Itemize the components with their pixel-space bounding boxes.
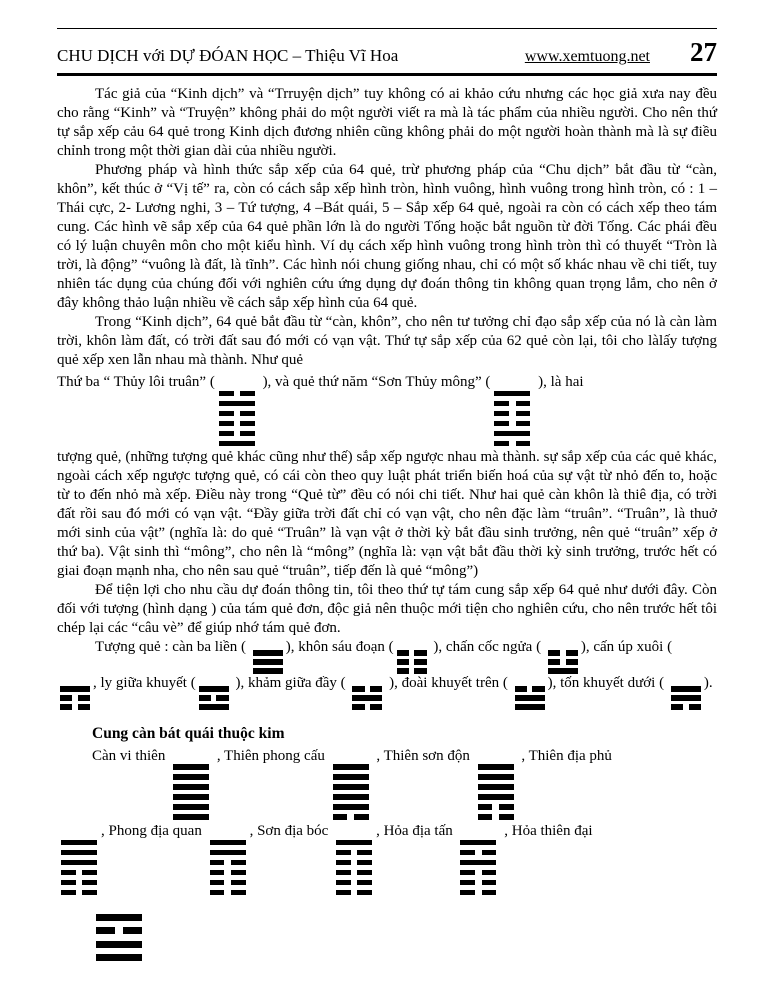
hexagram-line-broken bbox=[336, 860, 372, 866]
hexagram-line-broken bbox=[460, 890, 496, 896]
trigram-line-broken bbox=[60, 695, 90, 701]
text-run: , Thiên sơn độn bbox=[372, 747, 474, 764]
hexagram-line-solid bbox=[61, 850, 97, 856]
hexagram-line-solid bbox=[173, 794, 209, 800]
text-run: , ly giữa khuyết ( bbox=[93, 674, 196, 691]
hexagram-line-broken bbox=[333, 814, 369, 820]
hexagram-line-broken bbox=[210, 890, 246, 896]
hexagram-line-solid bbox=[96, 954, 142, 961]
text-run: Càn vi thiên bbox=[92, 747, 170, 764]
trigram-line-broken bbox=[515, 686, 545, 692]
trigram-line-solid bbox=[253, 668, 283, 674]
trigram-mnemonic-line-1 bbox=[57, 638, 717, 674]
paragraph-authors: Tác giả của “Kinh dịch” và “Trruyện dịch” tuy không có ai khảo cứu nhưng các học giả xưa nay đều cho rằng “Kinh” và “Truyện” không phải do một người viết ra mà là tác phẩm của nhiều người. Cho nên thứ tự sắp xếp cảu 64 quẻ trong Kinh dịch đương nhiên cũng không phải do một người hoàn thành mà là sự điều chỉnh trong một thời gian dài của nhiều người. bbox=[57, 86, 717, 159]
trigram-line-broken bbox=[352, 704, 382, 710]
trigram-line-broken bbox=[60, 704, 90, 710]
page-body bbox=[57, 85, 717, 962]
text-run: ). bbox=[703, 674, 713, 691]
hexagram-line-broken bbox=[336, 870, 372, 876]
hexagram-line-solid bbox=[173, 764, 209, 770]
trigram-mnemonic-line-2 bbox=[57, 674, 717, 710]
hexagram-line-solid bbox=[173, 774, 209, 780]
hexagram-line-solid bbox=[173, 784, 209, 790]
text-run: , Thiên phong cấu bbox=[213, 747, 329, 764]
text-run: ), tốn khuyết dưới ( bbox=[547, 674, 668, 691]
hexagram-line-solid bbox=[219, 401, 255, 407]
hexagram-line-broken bbox=[219, 431, 255, 437]
trigram-line-solid bbox=[60, 686, 90, 692]
trigram-line-solid bbox=[253, 659, 283, 665]
son-thuy-mong-hexagram bbox=[494, 391, 530, 447]
hexagram-line-broken bbox=[96, 927, 142, 934]
hexagram-example-line bbox=[57, 373, 717, 447]
hexagram-line-broken bbox=[494, 401, 530, 407]
hexagram-line-solid bbox=[219, 441, 255, 447]
hexagram-line-solid bbox=[210, 850, 246, 856]
paragraph-arrangement-methods: Phương pháp và hình thức sắp xếp của 64 quẻ, trừ phương pháp của “Chu dịch” bắt đầu từ “càn, khôn”, kết thúc ở “Vị tế” ra, còn có cách sắp xếp hình tròn, hình vuông, hình vuông trong hình tròn, có : 1 – Thái cực, 2- Lương nghi, 3 – Tứ tượng, 4 –Bát quái, 5 – Sắp xếp 64 quẻ, ngoài ra còn có cách xếp theo tám cung. Các hình vẽ sắp xếp của 64 quẻ phần lớn là do người Tống hoặc bắt nguồn từ đời Tống. Các phái đều có lý luận chuyên môn cho một kiểu hình. Ví dụ cách xếp hình vuông trong hình tròn thì có thuyết “Tròn là trời, là động” “vuông là đất, là tĩnh”. Các hình nói chung giống nhau, chỉ có một số khác nhau về chi tiết, tuy nhiên tác dụng của chúng đối với nghiên cứu ứng dụng dự đoán thông tin không quan trọng lắm, cho nên ở đây không thảo luận nhiều về cách sắp xếp hình của 64 quẻ. bbox=[57, 162, 717, 311]
trigram-line-broken bbox=[199, 695, 229, 701]
hexagram-line-solid bbox=[336, 840, 372, 846]
text-run: ), đoài khuyết trên ( bbox=[385, 674, 512, 691]
hexagram-line-solid bbox=[61, 840, 97, 846]
page-header bbox=[57, 28, 717, 76]
hexagram-line-solid bbox=[460, 840, 496, 846]
hexagram-line-solid bbox=[333, 774, 369, 780]
hexagram-line-solid bbox=[460, 860, 496, 866]
text-run: ), là hai bbox=[534, 374, 584, 390]
khon-sau-doan-trigram bbox=[397, 650, 427, 674]
kham-giua-day-trigram bbox=[352, 686, 382, 710]
hexagram-line-solid bbox=[96, 941, 142, 948]
paragraph-kinh-dich-order: Trong “Kinh dịch”, 64 quẻ bắt đầu từ “càn, khôn”, cho nên tư tưởng chỉ đạo sắp xếp của nó là càn làm trời, khôn làm đất, có trời đất sau đó mới có vạn vật. Thứ tự sắp xếp của 62 quẻ còn lại, tôi cho làlấy tượng quẻ xếp xen lẫn nhau mà thành. Như quẻ bbox=[57, 314, 717, 368]
text-run: , Phong địa quan bbox=[101, 823, 206, 839]
hexagram-line-broken bbox=[61, 890, 97, 896]
hexagram-line-broken bbox=[478, 814, 514, 820]
hexagram-line-broken bbox=[336, 890, 372, 896]
can-up-xuoi-trigram bbox=[60, 686, 90, 710]
hexagram-line-solid bbox=[333, 804, 369, 810]
chan-coc-ngua-trigram bbox=[548, 650, 578, 674]
hexagram-line-solid bbox=[494, 431, 530, 437]
thuy-loi-truan-hexagram bbox=[219, 391, 255, 447]
cung-can-row-3 bbox=[57, 898, 717, 962]
text-run: ), khôn sáu đoạn ( bbox=[285, 638, 394, 655]
hoa-dia-tan-hexagram bbox=[460, 840, 496, 896]
hexagram-line-solid bbox=[494, 391, 530, 397]
can-ba-lien-trigram bbox=[253, 650, 283, 674]
text-run: Thứ ba “ Thủy lôi truân” ( bbox=[57, 374, 215, 390]
hexagram-line-solid bbox=[478, 764, 514, 770]
trigram-line-solid bbox=[199, 686, 229, 692]
hexagram-line-solid bbox=[333, 764, 369, 770]
hexagram-line-broken bbox=[61, 880, 97, 886]
hexagram-line-solid bbox=[173, 804, 209, 810]
hexagram-line-broken bbox=[336, 880, 372, 886]
ly-giua-khuyet-trigram bbox=[199, 686, 229, 710]
hexagram-line-solid bbox=[478, 784, 514, 790]
trigram-line-solid bbox=[253, 650, 283, 656]
ton-khuyet-duoi-trigram bbox=[671, 686, 701, 710]
text-run: ), chấn cốc ngửa ( bbox=[429, 638, 545, 655]
can-vi-thien-hexagram bbox=[173, 764, 209, 820]
hexagram-line-broken bbox=[494, 441, 530, 447]
thien-phong-cau-hexagram bbox=[333, 764, 369, 820]
hexagram-line-broken bbox=[61, 870, 97, 876]
hexagram-line-solid bbox=[478, 774, 514, 780]
text-run: , Thiên địa phủ bbox=[517, 747, 612, 764]
hoa-thien-dai-huu-hexagram bbox=[96, 914, 142, 962]
trigram-line-solid bbox=[671, 686, 701, 692]
hexagram-line-broken bbox=[219, 391, 255, 397]
text-run: ), và quẻ thứ năm “Sơn Thủy mông” ( bbox=[258, 374, 491, 390]
hexagram-line-solid bbox=[173, 814, 209, 820]
text-run: , Hỏa địa tấn bbox=[376, 823, 457, 839]
hexagram-line-solid bbox=[210, 840, 246, 846]
website-link[interactable]: www.xemtuong.net bbox=[524, 48, 650, 65]
hexagram-line-broken bbox=[494, 421, 530, 427]
trigram-line-broken bbox=[671, 704, 701, 710]
cung-can-row-1 bbox=[57, 747, 717, 821]
hexagram-line-solid bbox=[61, 860, 97, 866]
hexagram-line-solid bbox=[478, 794, 514, 800]
hexagram-line-broken bbox=[219, 421, 255, 427]
trigram-line-solid bbox=[515, 704, 545, 710]
trigram-line-solid bbox=[671, 695, 701, 701]
hexagram-line-broken bbox=[478, 804, 514, 810]
hexagram-line-solid bbox=[333, 784, 369, 790]
text-run: ), khảm giữa đầy ( bbox=[231, 674, 350, 691]
son-dia-boc-hexagram bbox=[336, 840, 372, 896]
trigram-line-broken bbox=[352, 686, 382, 692]
page-header-row bbox=[57, 29, 717, 73]
hexagram-line-broken bbox=[460, 850, 496, 856]
hexagram-line-broken bbox=[494, 411, 530, 417]
hexagram-line-broken bbox=[210, 860, 246, 866]
trigram-line-solid bbox=[515, 695, 545, 701]
hexagram-line-broken bbox=[460, 870, 496, 876]
hexagram-line-broken bbox=[460, 880, 496, 886]
trigram-line-broken bbox=[548, 659, 578, 665]
text-run: , Hỏa thiên đại bbox=[500, 823, 593, 839]
doai-khuyet-tren-trigram bbox=[515, 686, 545, 710]
trigram-line-solid bbox=[199, 704, 229, 710]
text-run: Tượng quẻ : càn ba liền ( bbox=[95, 638, 250, 655]
trigram-line-broken bbox=[397, 650, 427, 656]
cung-can-row-2 bbox=[57, 822, 717, 896]
hexagram-line-solid bbox=[96, 914, 142, 921]
trigram-line-broken bbox=[548, 650, 578, 656]
hexagram-line-broken bbox=[210, 870, 246, 876]
section-heading-cung-can: Cung càn bát quái thuộc kim bbox=[92, 724, 285, 742]
thien-son-don-hexagram bbox=[478, 764, 514, 820]
document-title: CHU DỊCH với DỰ ĐÓAN HỌC – Thiệu Vĩ Hoa bbox=[57, 46, 399, 65]
paragraph-tuong-que: tượng quẻ, (những tượng quẻ khác cũng như thế) sắp xếp ngược nhau mà thành. sự sắp xếp của các quẻ khác, ngoài cách xếp ngược tượng quẻ, có cái còn theo quy luật phát triển biến hoá của sự vật từ nhỏ đến to, hoặc từ to đến nhỏ mà xếp. Điều này trong “Quẻ từ” đều có nói chi tiết. Như hai quẻ càn khôn là thiê địa, có trời đất rồi sau đó mới có vạn vật. “Đầy giữa trời đất chỉ có vạn vật, cho nên đặc làm “truân”. “Truân”, là thuở mới sinh của vật” (nghĩa là: do quẻ “Truân” là vạn vật ở thời kỳ bắt đầu sinh trưởng, nên quẻ “truân” xếp ở thứ ba). Vật sinh thì “mông”, cho nên là “mông” (nghĩa là: vạn vật bắt đầu thời kỳ sinh trưởng, trước hết có giai đoạn mạnh nha, cho nên sau quẻ “truân”, tiếp đến là quẻ “mông”) bbox=[57, 448, 717, 579]
trigram-line-solid bbox=[548, 668, 578, 674]
phong-dia-quan-hexagram bbox=[210, 840, 246, 896]
hexagram-line-broken bbox=[336, 850, 372, 856]
paragraph-eight-cung-intro: Để tiện lợi cho nhu cầu dự đoán thông tin, tôi theo thứ tự tám cung sắp xếp 64 quẻ như dưới đây. Còn đối với tượng (hình dạng ) của tám quẻ đơn, độc giả nên thuộc mới tiện cho nghiên cứu, cho nên trước hết tôi chép lại các “câu vè” để giúp nhớ tám quẻ đơn. bbox=[57, 581, 717, 636]
trigram-line-broken bbox=[397, 659, 427, 665]
text-run: ), cấn úp xuôi ( bbox=[580, 638, 673, 655]
trigram-line-broken bbox=[397, 668, 427, 674]
hexagram-line-broken bbox=[210, 880, 246, 886]
page-number: 27 bbox=[690, 37, 717, 67]
text-run: , Sơn địa bóc bbox=[249, 823, 333, 839]
hexagram-line-solid bbox=[333, 794, 369, 800]
hexagram-line-broken bbox=[219, 411, 255, 417]
thien-dia-phu-hexagram bbox=[61, 840, 97, 896]
trigram-line-solid bbox=[352, 695, 382, 701]
